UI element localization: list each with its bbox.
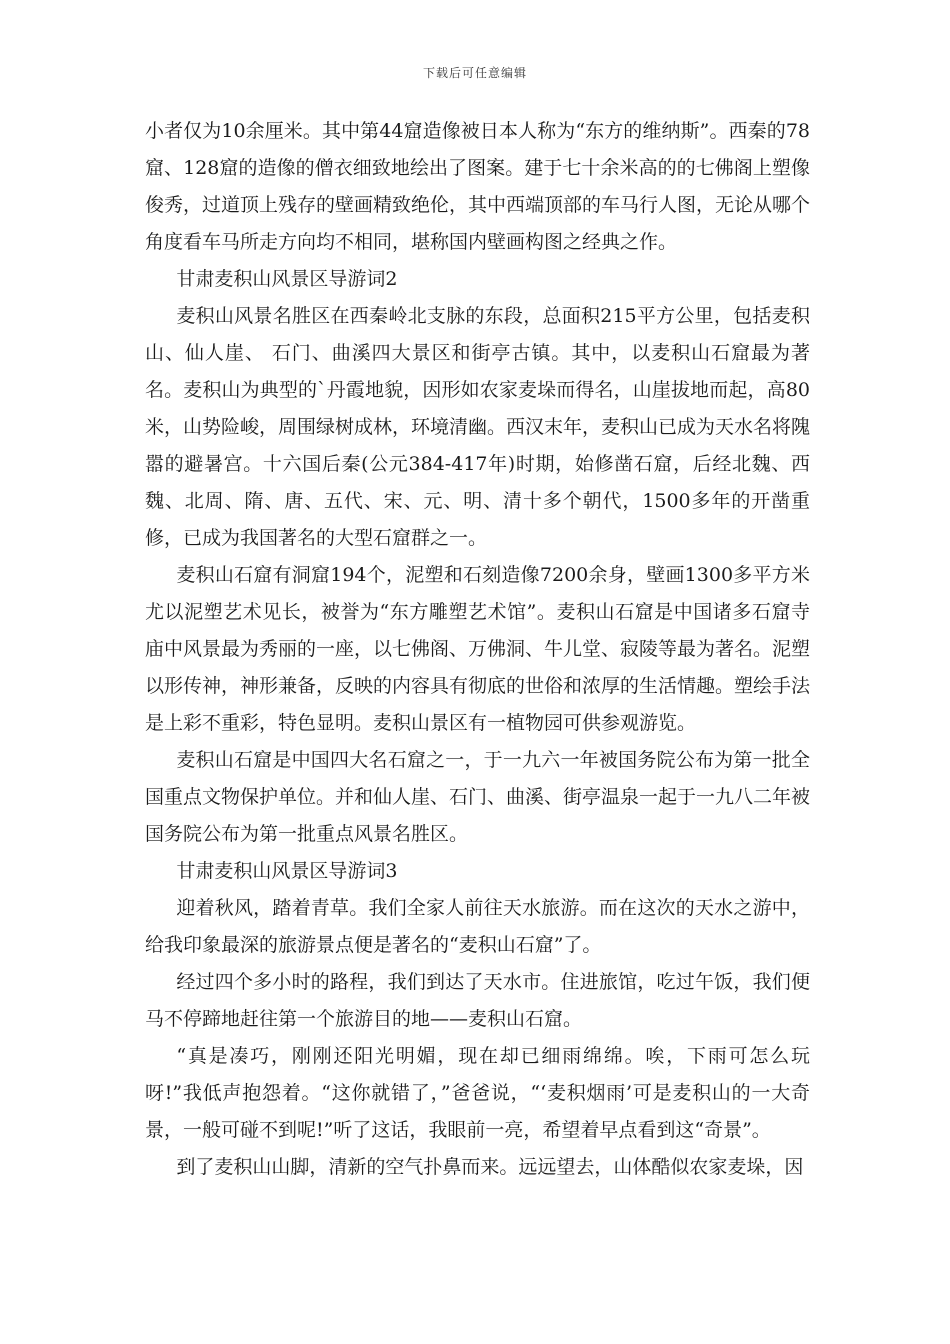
paragraph-1: 小者仅为10余厘米。其中第44窟造像被日本人称为“东方的维纳斯”。西秦的78窟、128窟的造像的僧衣细致地绘出了图案。建于七十余米高的的七佛阁上塑像俊秀，过道顶上残存的壁画精致绝伦，其中西端顶部的车马行人图，无论从哪个角度看车马所走方向均不相同，堪称国内壁画构图之经典之作。 bbox=[145, 120, 811, 253]
paragraph-7: “真是凑巧，刚刚还阳光明媚，现在却已细雨绵绵。唉，下雨可怎么玩呀!”我低声抱怨着。“这你就错了，”爸爸说，“‘麦积烟雨’可是麦积山的一大奇景，一般可碰不到呢!”听了这话，我眼前一亮，希望着早点看到这“奇景”。 bbox=[145, 1045, 810, 1141]
paragraph-4: 麦积山石窟是中国四大名石窟之一，于一九六一年被国务院公布为第一批全国重点文物保护单位。并和仙人崖、石门、曲溪、街亭温泉一起于一九八二年被国务院公布为第一批重点风景名胜区。 bbox=[145, 749, 811, 845]
paragraph-5: 迎着秋风，踏着青草。我们全家人前往天水旅游。而在这次的天水之游中，给我印象最深的旅游景点便是著名的“麦积山石窟”了。 bbox=[145, 897, 810, 956]
section-heading-2: 甘肃麦积山风景区导游词2 bbox=[176, 268, 398, 290]
paragraph-8: 到了麦积山山脚，清新的空气扑鼻而来。远远望去，山体酷似农家麦垛，因 bbox=[176, 1156, 804, 1178]
paragraph-3: 麦积山石窟有洞窟194个，泥塑和石刻造像7200余身，壁画1300多平方米尤以泥塑艺术见长，被誉为“东方雕塑艺术馆”。麦积山石窟是中国诸多石窟寺庙中风景最为秀丽的一座，以七佛阁、万佛洞、牛儿堂、寂陵等最为著名。泥塑以形传神，神形兼备，反映的内容具有彻底的世俗和浓厚的生活情趣。塑绘手法是上彩不重彩，特色显明。麦积山景区有一植物园可供参观游览。 bbox=[145, 564, 811, 734]
paragraph-6: 经过四个多小时的路程，我们到达了天水市。住进旅馆，吃过午饭，我们便马不停蹄地赶往第一个旅游目的地——麦积山石窟。 bbox=[145, 971, 810, 1030]
paragraph-2: 麦积山风景名胜区在西秦岭北支脉的东段，总面积215平方公里，包括麦积山、仙人崖、 石门、曲溪四大景区和街亭古镇。其中，以麦积山石窟最为著名。麦积山为典型的`丹霞地貌，因形如农家麦垛而得名，山崖拔地而起，高80米，山势险峻，周围绿树成林，环境清幽。西汉末年，麦积山已成为天水名将隗嚣的避暑宫。十六国后秦(公元384-417年)时期，始修凿石窟，后经北魏、西魏、北周、隋、唐、五代、宋、元、明、清十多个朝代，1500多年的开凿重修，已成为我国著名的大型石窟群之一。 bbox=[145, 305, 811, 549]
document-body bbox=[145, 113, 810, 1186]
page-header: 下载后可任意编辑 bbox=[422, 66, 527, 80]
section-heading-3: 甘肃麦积山风景区导游词3 bbox=[176, 860, 398, 882]
